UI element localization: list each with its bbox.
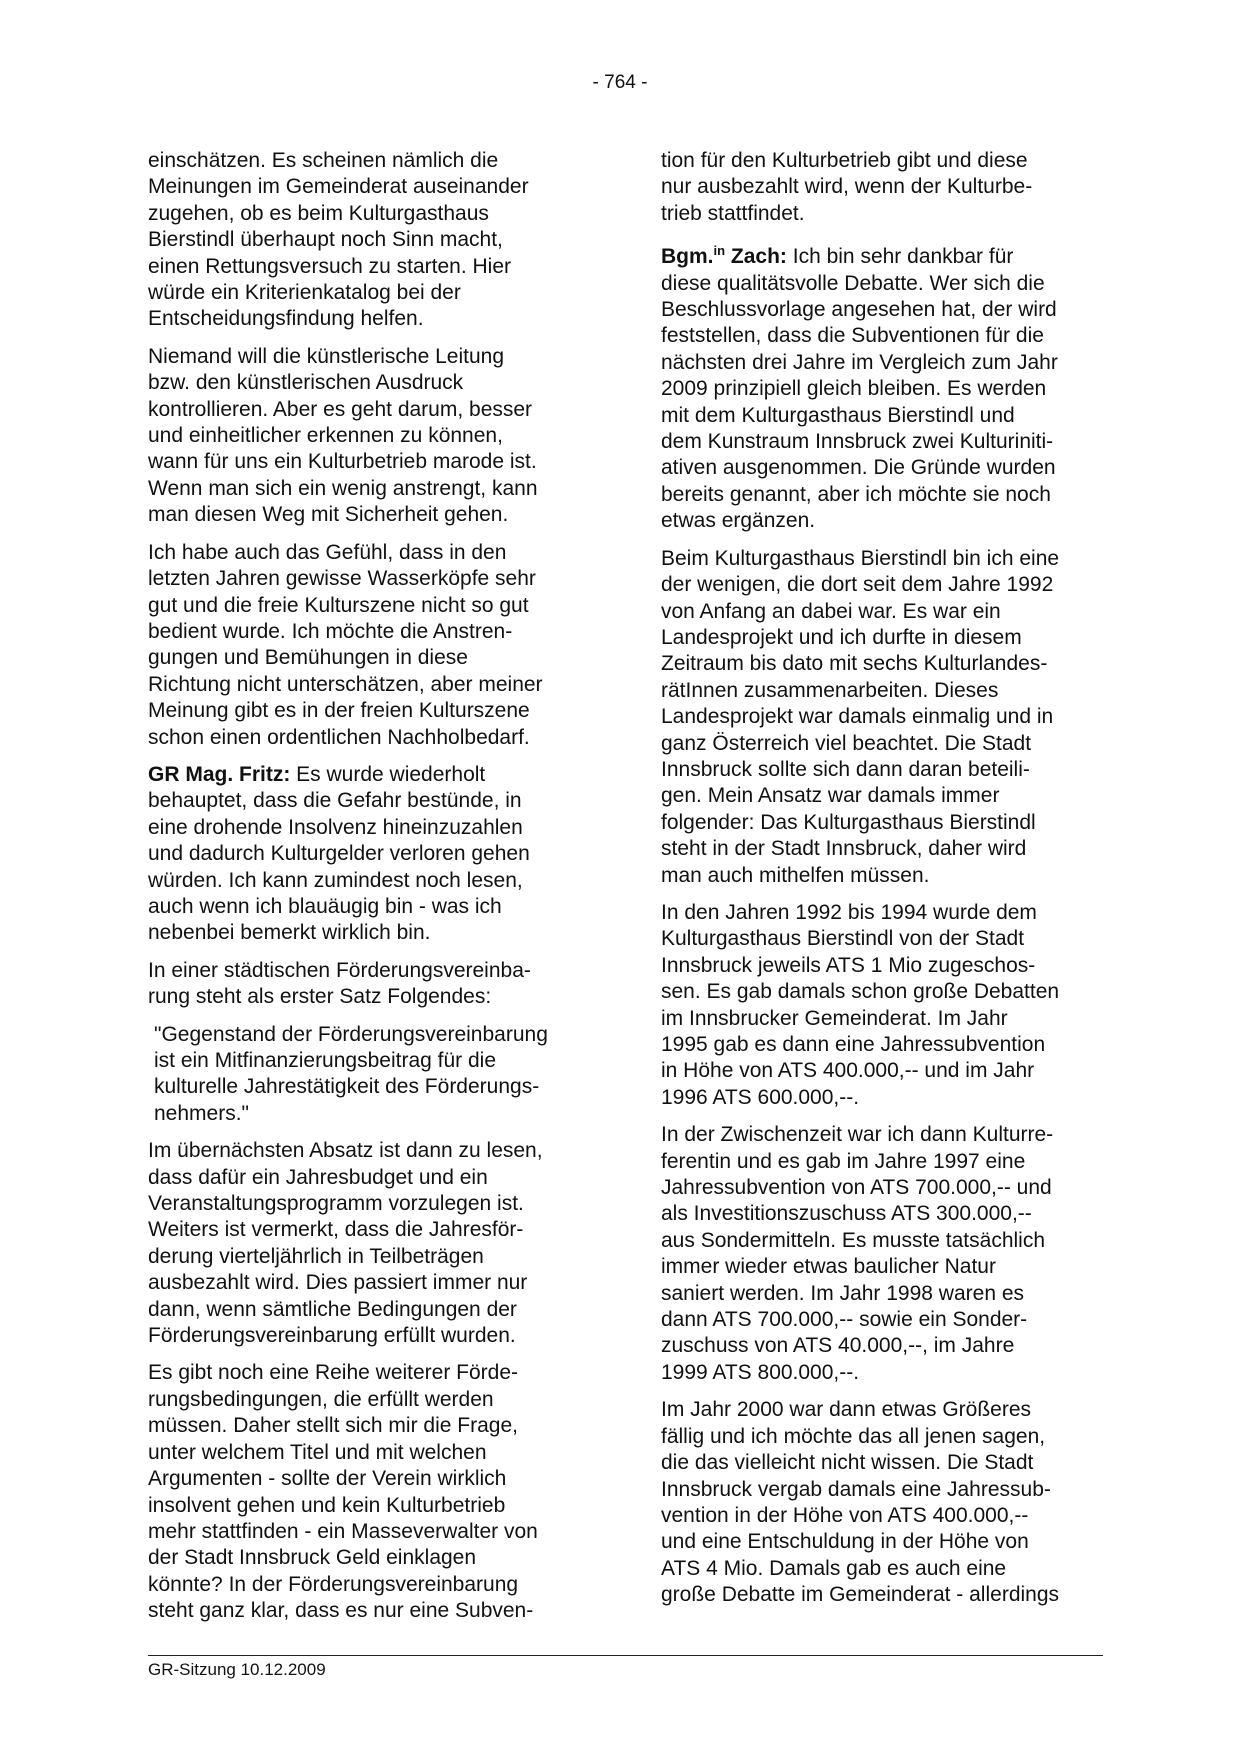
- speaker-title: Bgm.: [661, 245, 714, 269]
- paragraph: Im übernächsten Absatz ist dann zu lesen, dass dafür ein Jahresbudget und ein Veranstaltungsprogramm vorzulegen ist. Weiters ist vermerkt, dass die Jahresför- derung vierteljährlich in Teilbeträgen ausbezahlt wird. Dies passiert immer nur dann, wenn sämtliche Bedingungen der Förderungsvereinbarung erfüllt wurden.: [148, 1139, 543, 1348]
- paragraph: Ich habe auch das Gefühl, dass in den letzten Jahren gewisse Wasserköpfe sehr gut und die freie Kulturszene nicht so gut bedient wurde. Ich möchte die Anstren- gungen und Bemühungen in diese Richtung nicht unterschätzen, aber meiner Meinung gibt es in der freien Kulturszene schon einen ordentlichen Nachholbedarf.: [148, 540, 543, 749]
- quote-paragraph: "Gegenstand der Förderungsvereinbarung ist ein Mitfinanzierungsbeitrag für die kulturelle Jahrestätigkeit des Förderungs- nehmers.": [154, 1022, 548, 1125]
- speaker-name: [661, 245, 787, 268]
- paragraph: In den Jahren 1992 bis 1994 wurde dem Kulturgasthaus Bierstindl von der Stadt Innsbruck jeweils ATS 1 Mio zugeschos- sen. Es gab damals schon große Debatten im Innsbrucker Gemeinderat. Im Jahr 1995 gab es dann eine Jahressubvention in Höhe von ATS 400.000,-- und im Jahr 1996 ATS 600.000,--.: [661, 900, 1060, 1109]
- speaker-paragraph: [148, 762, 588, 947]
- paragraph: Es gibt noch eine Reihe weiterer Förde- rungsbedingungen, die erfüllt werden müssen. Daher stellt sich mir die Frage, unter welchem Titel und mit welchen Argumenten - sollte der Verein wirklich insolvent gehen und kein Kulturbetrieb mehr stattfinden - ein Masseverwalter von der Stadt Innsbruck Geld einklagen könnte? In der Förderungsvereinbarung steht ganz klar, dass es nur eine Subven-: [148, 1361, 538, 1623]
- paragraph: tion für den Kulturbetrieb gibt und diese nur ausbezahlt wird, wenn der Kulturbe- trieb stattfindet.: [661, 149, 1033, 225]
- paragraph: Im Jahr 2000 war dann etwas Größeres fällig und ich möchte das all jenen sagen, die das vielleicht nicht wissen. Die Stadt Innsbruck vergab damals eine Jahressub- vention in der Höhe von ATS 400.000,-- und eine Entschuldung in der Höhe von ATS 4 Mio. Damals gab es auch eine große Debatte im Gemeinderat - allerdings: [661, 1398, 1060, 1607]
- page-number: - 764 -: [592, 72, 648, 93]
- paragraph: einschätzen. Es scheinen nämlich die Meinungen im Gemeinderat auseinander zugehen, ob es beim Kulturgasthaus Bierstindl überhaupt noch Sinn macht, einen Rettungsversuch zu starten. Hier würde ein Kriterienkatalog bei der Entscheidungsfindung helfen.: [148, 149, 529, 331]
- footer-divider: [148, 1655, 1103, 1656]
- paragraph: In der Zwischenzeit war ich dann Kulturre- ferentin und es gab im Jahre 1997 eine Jahressubvention von ATS 700.000,-- und als Investitionszuschuss ATS 300.000,-- aus Sondermitteln. Es musste tatsächlich immer wieder etwas baulicher Natur saniert werden. Im Jahr 1998 waren es dann ATS 700.000,-- sowie ein Sonder- zuschuss von ATS 40.000,--, im Jahre 1999 ATS 800.000,--.: [661, 1123, 1054, 1384]
- footer-text: GR-Sitzung 10.12.2009: [148, 1660, 326, 1679]
- right-column: [661, 148, 1101, 1620]
- speaker-surname: Zach:: [725, 245, 787, 269]
- speech-text: Es wurde wiederholt behauptet, dass die Gefahr bestünde, in eine drohende Insolvenz hineinzuzahlen und dadurch Kulturgelder verloren gehen würden. Ich kann zumindest noch lesen, auch wenn ich blauäugig bin - was ich nebenbei bemerkt wirklich bin.: [148, 762, 530, 945]
- left-column: [148, 148, 588, 1636]
- paragraph: In einer städtischen Förderungsvereinba- rung steht als erster Satz Folgendes:: [148, 958, 531, 1009]
- speech-text: Ich bin sehr dankbar für diese qualitätsvolle Debatte. Wer sich die Beschlussvorlage angesehen hat, der wird feststellen, dass die Subventionen für die nächsten drei Jahre im Vergleich zum Jahr 2009 prinzipiell gleich bleiben. Es werden mit dem Kulturgasthaus Bierstindl und dem Kunstraum Innsbruck zwei Kulturiniti- ativen ausgenommen. Die Gründe wurden bereits genannt, aber ich möchte sie noch etwas ergänzen.: [661, 245, 1058, 533]
- paragraph: Beim Kulturgasthaus Bierstindl bin ich eine der wenigen, die dort seit dem Jahre 1992 von Anfang an dabei war. Es war ein Landesprojekt und ich durfte in diesem Zeitraum bis dato mit sechs Kulturlandes- rätInnen zusammenarbeiten. Dieses Landesprojekt war damals einmalig und in ganz Österreich viel beachtet. Die Stadt Innsbruck sollte sich dann daran beteili- gen. Mein Ansatz war damals immer folgender: Das Kulturgasthaus Bierstindl steht in der Stadt Innsbruck, daher wird man auch mithelfen müssen.: [661, 546, 1060, 887]
- speaker-title-superscript: in: [713, 243, 726, 259]
- paragraph: Niemand will die künstlerische Leitung bzw. den künstlerischen Ausdruck kontrollieren. Aber es geht darum, besser und einheitlicher erkennen zu können, wann für uns ein Kulturbetrieb marode ist. Wenn man sich ein wenig anstrengt, kann man diesen Weg mit Sicherheit gehen.: [148, 344, 538, 527]
- speaker-name: GR Mag. Fritz:: [148, 762, 291, 786]
- speaker-paragraph: [661, 238, 1101, 534]
